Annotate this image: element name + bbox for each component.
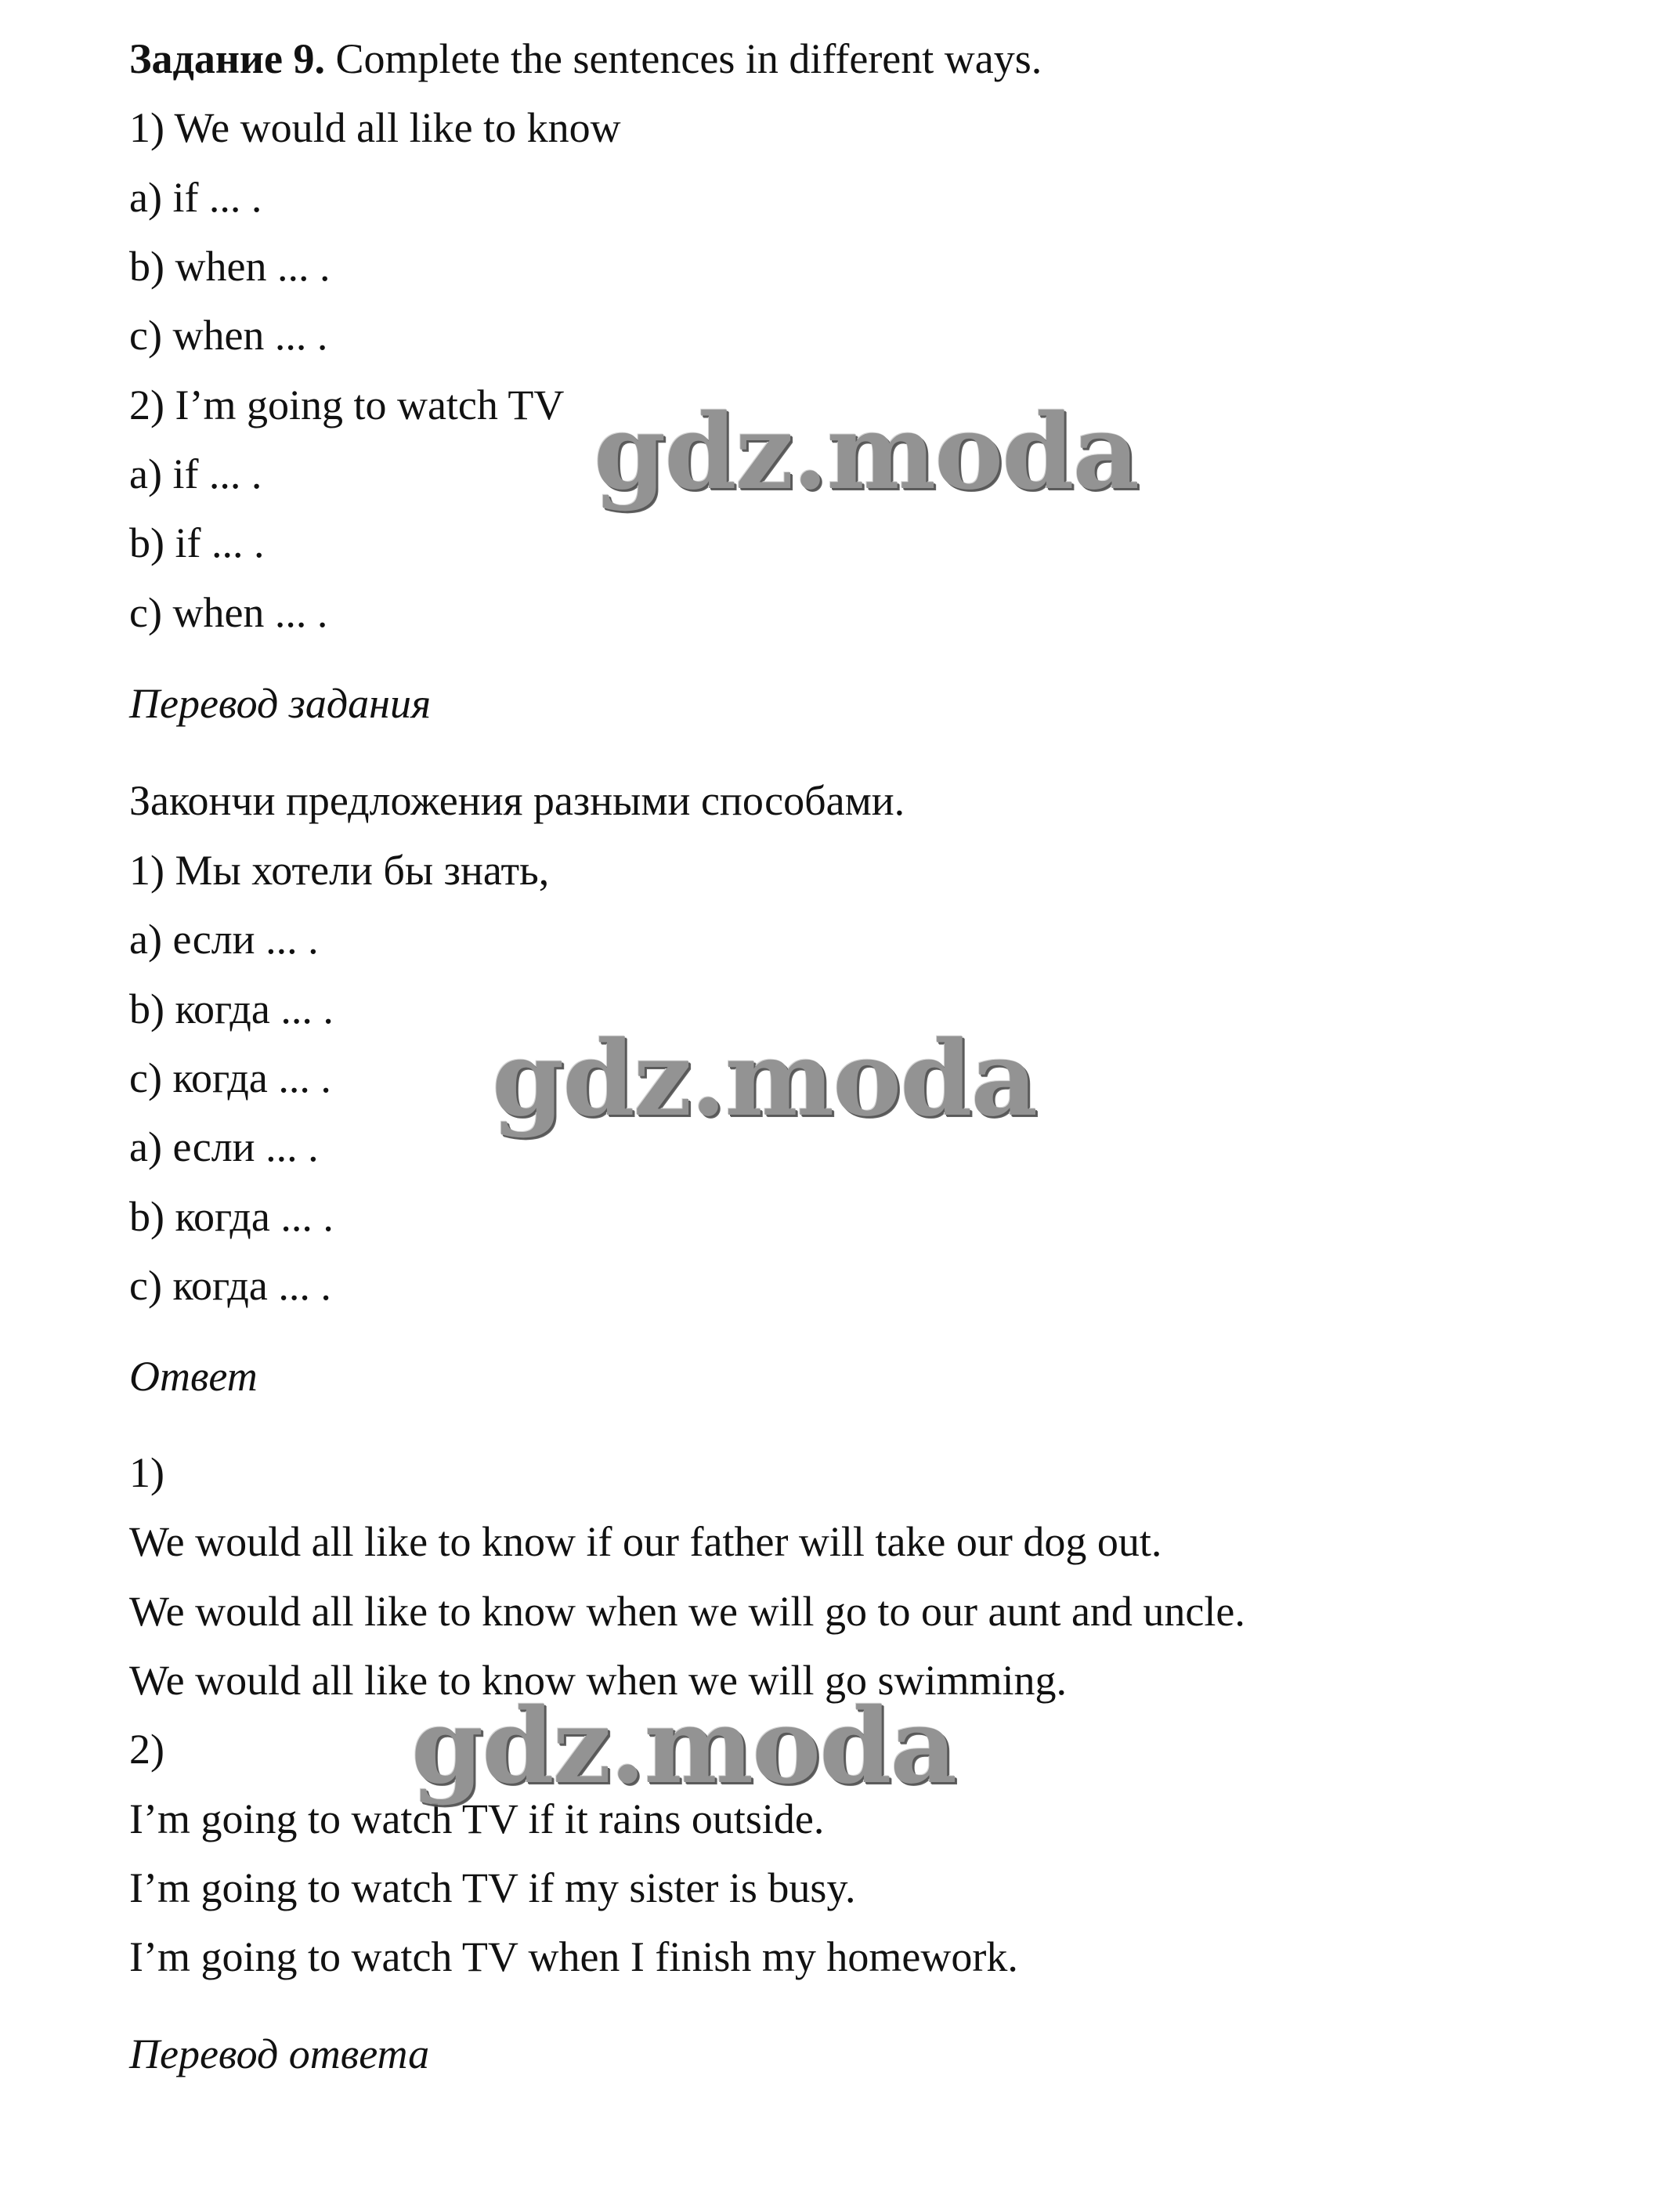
answer-part2-line-3: I’m going to watch TV when I finish my homework.: [129, 1933, 1018, 1980]
answer-part1-label: 1): [129, 1449, 164, 1496]
part2-stem: 2) I’m going to watch TV: [129, 381, 565, 428]
task-number: Задание 9.: [129, 35, 326, 82]
answer-part2-line-1: I’m going to watch TV if it rains outside.: [129, 1795, 825, 1842]
task-heading: [129, 35, 1042, 82]
part1-option-a: a) if ... .: [129, 174, 262, 221]
translation-task-title: Перевод задания: [129, 680, 432, 727]
part1-option-b: b) when ... .: [129, 243, 331, 290]
answer-part1-line-2: We would all like to know when we will go to our aunt and uncle.: [129, 1588, 1245, 1635]
part2-option-b: b) if ... .: [129, 519, 265, 566]
translation-part2-option-b: b) когда ... .: [129, 1193, 334, 1240]
translation-part1-option-a: a) если ... .: [129, 916, 319, 963]
answer-part2-line-2: I’m going to watch TV if my sister is busy.: [129, 1864, 856, 1911]
answer-title: Ответ: [129, 1353, 258, 1400]
translation-part2-option-a: a) если ... .: [129, 1123, 319, 1170]
part1-stem: 1) We would all like to know: [129, 104, 621, 151]
answer-part1-line-3: We would all like to know when we will go swimming.: [129, 1657, 1068, 1704]
part2-option-c: c) when ... .: [129, 589, 328, 636]
translation-answer-title: Перевод ответа: [129, 2030, 430, 2077]
watermark: gdz.moda: [411, 1686, 956, 1807]
translation-part1-option-b: b) когда ... .: [129, 985, 334, 1032]
translation-part1-stem: 1) Мы хотели бы знать,: [129, 847, 550, 894]
answer-part2-label: 2): [129, 1726, 164, 1773]
translation-part1-option-c: c) когда ... .: [129, 1054, 331, 1101]
translation-intro: Закончи предложения разными способами.: [129, 777, 905, 824]
watermark: gdz.moda: [594, 392, 1139, 513]
watermark: gdz.moda: [492, 1018, 1037, 1140]
part1-option-c: c) when ... .: [129, 312, 328, 359]
answer-part1-line-1: We would all like to know if our father will take our dog out.: [129, 1518, 1162, 1565]
part2-option-a: a) if ... .: [129, 450, 262, 497]
task-instruction: Complete the sentences in different ways.: [325, 35, 1042, 82]
translation-part2-option-c: c) когда ... .: [129, 1262, 331, 1309]
